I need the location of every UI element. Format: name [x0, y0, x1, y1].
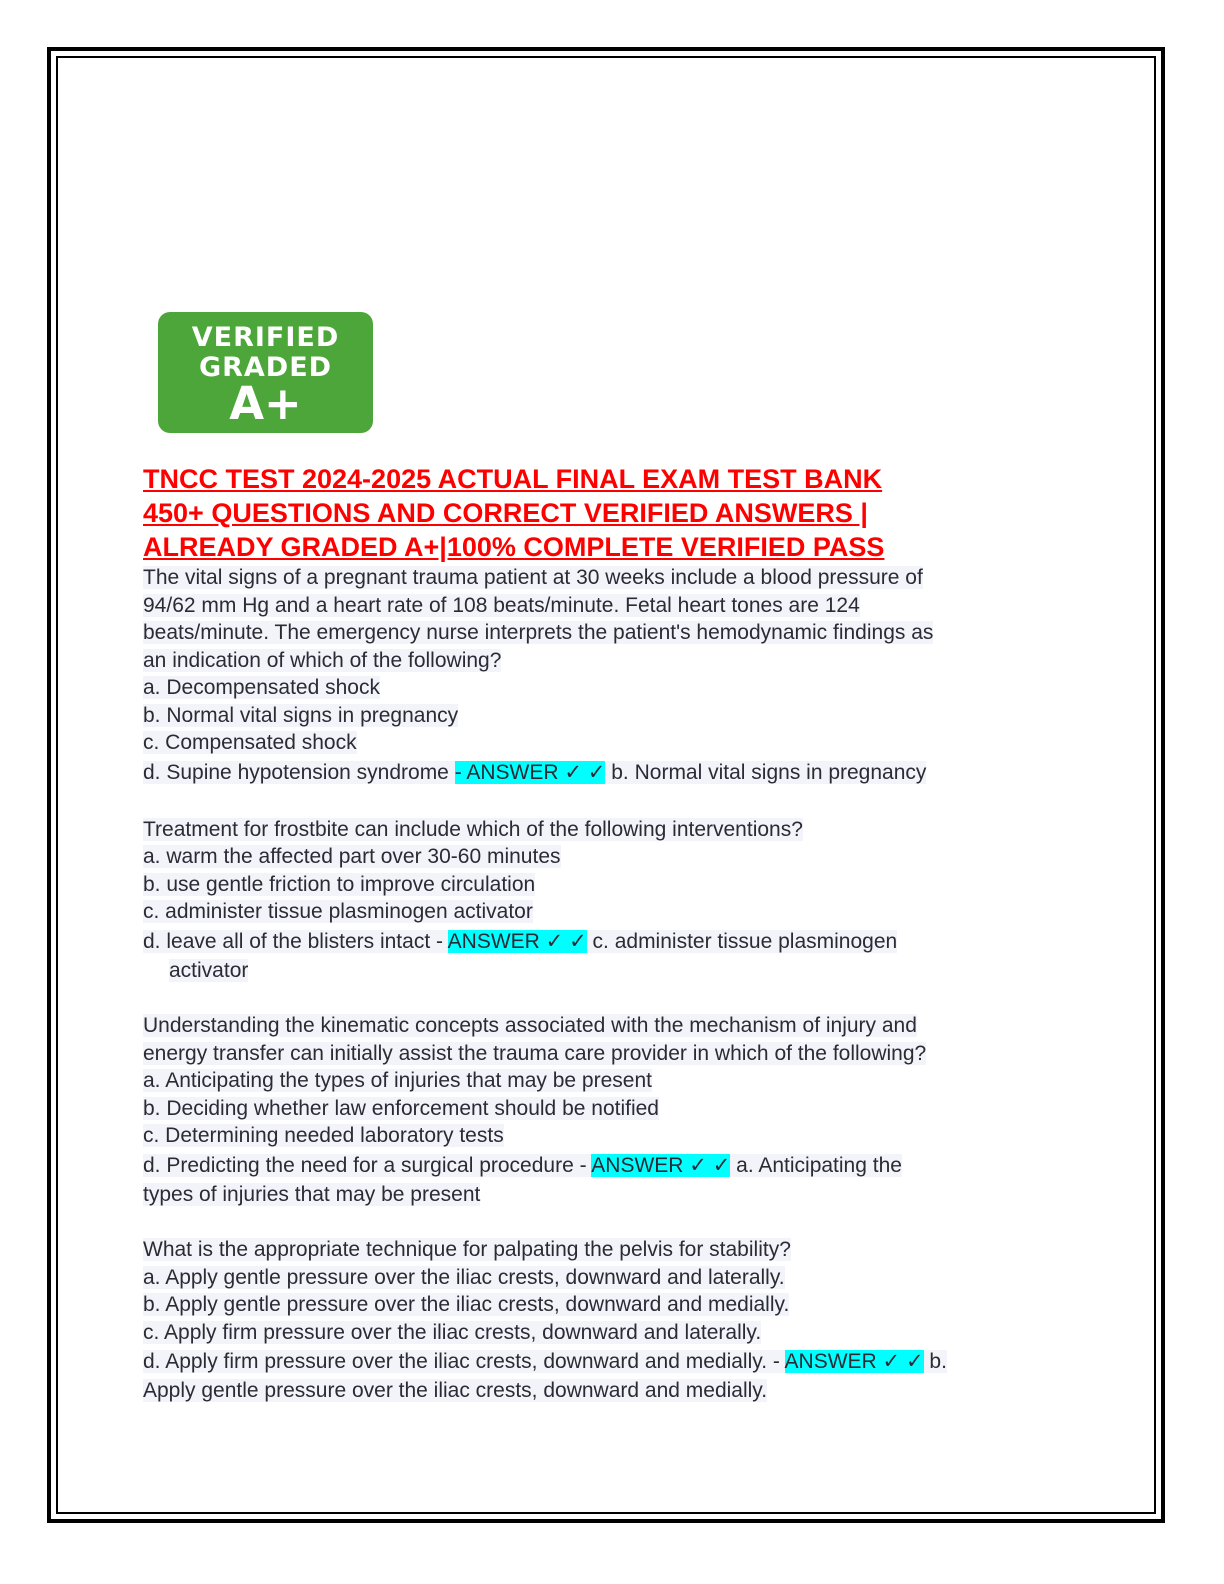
- answer-marker-highlight: [455, 761, 606, 784]
- question-block: [143, 816, 1053, 985]
- answer-line: [143, 757, 1053, 788]
- answer-continuation: [143, 1377, 1053, 1405]
- question-stem-text: Understanding the kinematic concepts associated with the mechanism of injury and: [143, 1014, 917, 1037]
- answer-continuation-text: activator: [169, 958, 249, 982]
- verified-graded-badge-logo: [158, 312, 373, 433]
- answer-option-text: c. Determining needed laboratory tests: [143, 1124, 504, 1147]
- last-option-text: d. Apply firm pressure over the iliac crests, downward and medially. -: [143, 1350, 785, 1373]
- answer-line: [143, 926, 1053, 957]
- last-option-text: d. leave all of the blisters intact -: [143, 929, 448, 953]
- question-stem-line: [143, 1040, 1053, 1068]
- answer-option-text: a. Apply gentle pressure over the iliac crests, downward and laterally.: [143, 1265, 785, 1289]
- answer-option: [143, 729, 1053, 757]
- answer-continuation: [143, 957, 1053, 985]
- question-stem-text: The vital signs of a pregnant trauma patient at 30 weeks include a blood pressure of: [143, 566, 923, 589]
- answer-option-text: b. use gentle friction to improve circulation: [143, 872, 536, 896]
- answer-option: [143, 1095, 1053, 1123]
- badge-line-2: GRADED: [198, 352, 333, 383]
- question-block: [143, 564, 1053, 788]
- question-stem-text: 94/62 mm Hg and a heart rate of 108 beats/minute. Fetal heart tones are 124: [143, 593, 860, 617]
- question-list: [143, 564, 1053, 1405]
- document-content: [143, 462, 1053, 1433]
- answer-option: [143, 898, 1053, 926]
- answer-option-text: a. Anticipating the types of injuries that may be present: [143, 1069, 652, 1092]
- answer-marker: ANSWER ✓ ✓: [447, 929, 587, 953]
- answer-option-text: c. Compensated shock: [143, 731, 357, 754]
- answer-option: [143, 871, 1053, 899]
- last-option-text: d. Predicting the need for a surgical procedure -: [143, 1153, 592, 1177]
- question-block: [143, 1012, 1053, 1208]
- correct-answer-text: b.: [923, 1350, 947, 1373]
- title-line: ALREADY GRADED A+|100% COMPLETE VERIFIED PASS: [143, 532, 885, 562]
- answer-marker: ANSWER ✓ ✓: [466, 760, 606, 784]
- answer-continuation-text: types of injuries that may be present: [143, 1182, 481, 1206]
- answer-marker-highlight: [591, 1154, 730, 1177]
- document-title: [143, 462, 1053, 564]
- answer-option-text: a. warm the affected part over 30-60 minutes: [143, 845, 561, 868]
- answer-continuation: [143, 1181, 1053, 1209]
- answer-option-text: a. Decompensated shock: [143, 676, 380, 699]
- answer-option-text: b. Normal vital signs in pregnancy: [143, 703, 459, 727]
- answer-marker-highlight: [448, 930, 587, 953]
- answer-option-text: c. Apply firm pressure over the iliac crests, downward and laterally.: [143, 1320, 762, 1344]
- question-stem-line: [143, 592, 1053, 620]
- answer-option-text: c. administer tissue plasminogen activator: [143, 900, 533, 923]
- question-stem-line: [143, 816, 1053, 844]
- question-stem-line: [143, 1012, 1053, 1040]
- answer-option-text: b. Apply gentle pressure over the iliac crests, downward and medially.: [143, 1293, 790, 1316]
- correct-answer-text: b. Normal vital signs in pregnancy: [605, 760, 927, 784]
- question-stem-text: What is the appropriate technique for palpating the pelvis for stability?: [143, 1238, 791, 1261]
- question-stem-text: beats/minute. The emergency nurse interprets the patient's hemodynamic findings as: [143, 621, 934, 644]
- answer-option-text: b. Deciding whether law enforcement should be notified: [143, 1096, 659, 1120]
- answer-option: [143, 1067, 1053, 1095]
- answer-continuation-text: Apply gentle pressure over the iliac crests, downward and medially.: [143, 1379, 768, 1402]
- answer-option: [143, 674, 1053, 702]
- title-line: TNCC TEST 2024-2025 ACTUAL FINAL EXAM TEST BANK: [143, 464, 883, 494]
- question-stem-line: [143, 1236, 1053, 1264]
- answer-line: [143, 1150, 1053, 1181]
- question-stem-line: [143, 647, 1053, 675]
- answer-option: [143, 1291, 1053, 1319]
- answer-option: [143, 1319, 1053, 1347]
- answer-line: [143, 1346, 1053, 1377]
- question-stem-line: [143, 619, 1053, 647]
- answer-marker: ANSWER ✓ ✓: [784, 1350, 924, 1373]
- answer-marker: ANSWER ✓ ✓: [591, 1153, 731, 1177]
- last-option-text: d. Supine hypotension syndrome: [143, 760, 455, 784]
- correct-answer-text: c. administer tissue plasminogen: [586, 929, 898, 953]
- question-block: [143, 1236, 1053, 1405]
- answer-option: [143, 702, 1053, 730]
- question-stem-text: Treatment for frostbite can include which of the following interventions?: [143, 817, 803, 841]
- answer-option: [143, 1264, 1053, 1292]
- answer-option: [143, 843, 1053, 871]
- answer-marker-highlight: [785, 1350, 924, 1373]
- question-stem-text: energy transfer can initially assist the trauma care provider in which of the following?: [143, 1041, 927, 1065]
- answer-prefix: -: [454, 760, 467, 784]
- question-stem-line: [143, 564, 1053, 592]
- question-stem-text: an indication of which of the following?: [143, 648, 502, 672]
- correct-answer-text: a. Anticipating the: [730, 1153, 902, 1177]
- badge-line-1: VERIFIED: [191, 322, 340, 353]
- title-line: 450+ QUESTIONS AND CORRECT VERIFIED ANSWERS |: [143, 498, 868, 528]
- badge-line-3: A+: [229, 377, 302, 430]
- answer-option: [143, 1122, 1053, 1150]
